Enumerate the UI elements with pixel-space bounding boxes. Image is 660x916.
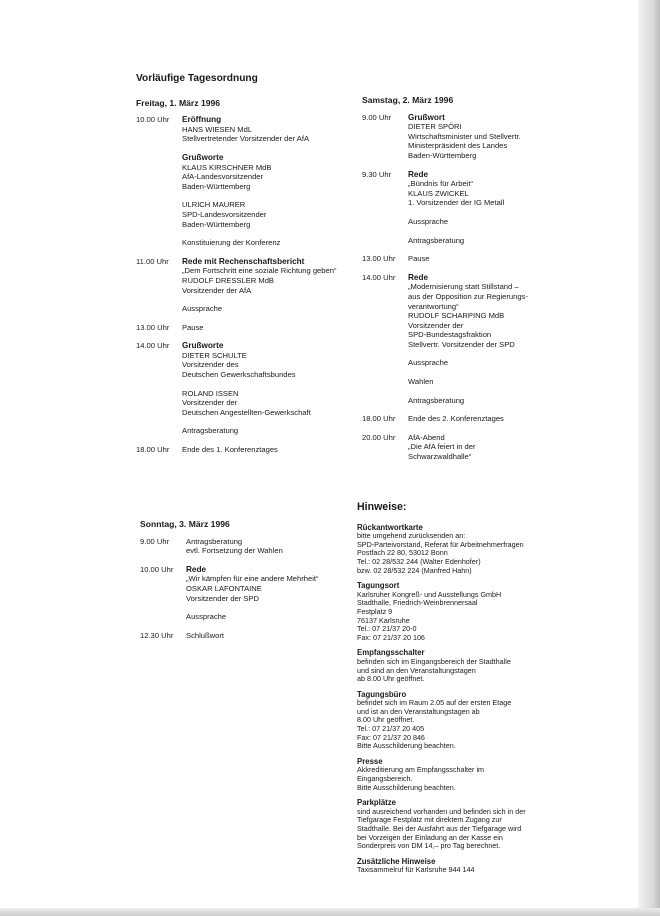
- agenda-entry: [136, 445, 356, 455]
- hinweise-line: Karlsruher Kongreß- und Ausstellungs GmbH: [357, 589, 502, 599]
- entry-line: Ministerpräsident des Landes: [408, 141, 508, 151]
- entry-content: [408, 113, 562, 161]
- hinweise-heading: Tagungsort: [357, 581, 400, 591]
- document-title: Vorläufige Tagesordnung: [136, 73, 258, 84]
- entry-content: [182, 341, 356, 379]
- entry-content: [408, 170, 562, 208]
- entry-line: ULRICH MAURER: [182, 200, 246, 210]
- entry-line: Schwarzwaldhalle“: [408, 452, 472, 462]
- entry-line: SPD-Landesvorsitzender: [182, 209, 267, 219]
- entry-time: 13.00 Uhr: [362, 254, 396, 264]
- entry-time: [140, 612, 186, 622]
- entry-line: KLAUS KIRSCHNER MdB: [182, 162, 272, 172]
- hinweise-line: bei Vorzeigen der Einladung an der Kasse ein: [357, 832, 503, 842]
- entry-line: KLAUS ZWICKEL: [408, 188, 469, 198]
- entry-time: [136, 426, 182, 436]
- hinweise-line: Tiefgarage Festplatz mit direktem Zugang zur: [357, 815, 502, 825]
- entry-line: „Wir kämpfen für eine andere Mehrheit“: [186, 574, 319, 584]
- sunday-schedule: [140, 537, 350, 641]
- entry-time: [362, 236, 408, 246]
- entry-content: [182, 153, 356, 191]
- friday-date: Freitag, 1. März 1996: [136, 97, 221, 108]
- hinweise-line: 8.00 Uhr geöffnet.: [357, 715, 415, 725]
- entry-time: [362, 217, 408, 227]
- entry-line: RUDOLF DRESSLER MdB: [182, 275, 274, 285]
- entry-time: [136, 389, 182, 418]
- agenda-entry: [140, 631, 350, 641]
- hinweise-sections: [357, 524, 562, 875]
- agenda-entry: [140, 565, 350, 603]
- entry-content: [408, 433, 562, 462]
- entry-line: AfA-Landesvorsitzender: [182, 172, 264, 182]
- agenda-entry: [136, 115, 356, 144]
- entry-content: [408, 273, 562, 350]
- entry-content: [408, 414, 562, 424]
- entry-line: Antragsberatung: [408, 235, 465, 245]
- entry-time: 11.00 Uhr: [136, 256, 169, 266]
- entry-line: OSKAR LAFONTAINE: [186, 583, 262, 593]
- hinweise-line: Akkreditierung am Empfangsschalter im: [357, 765, 485, 775]
- agenda-entry: [140, 612, 350, 622]
- entry-line: Pause: [408, 254, 430, 264]
- agenda-entry: [136, 200, 356, 229]
- entry-line: „Dem Fortschritt eine soziale Richtung geben“: [182, 266, 337, 276]
- agenda-entry: [136, 341, 356, 379]
- entry-time: 9.30 Uhr: [362, 169, 392, 179]
- entry-line: Baden-Württemberg: [408, 150, 477, 160]
- hinweise-heading: Parkplätze: [357, 798, 397, 808]
- entry-content: [182, 200, 356, 229]
- entry-line: RUDOLF SCHARPING MdB: [408, 311, 505, 321]
- entry-line: Aussprache: [186, 612, 227, 622]
- entry-line: DIETER SPÖRI: [408, 122, 462, 132]
- entry-content: [182, 445, 356, 455]
- entry-heading: Grußworte: [182, 152, 224, 162]
- hinweise-line: Festplatz 9: [357, 606, 393, 616]
- hinweise-heading: Presse: [357, 756, 383, 766]
- hinweise-line: bitte umgehend zurücksenden an:: [357, 531, 466, 541]
- entry-time: [136, 304, 182, 314]
- hinweise-line: Bitte Ausschilderung beachten.: [357, 741, 456, 751]
- hinweise-line: Stadthalle, Friedrich-Weinbrennersaal: [357, 598, 478, 608]
- agenda-entry: [362, 254, 562, 264]
- entry-line: Deutschen Angestellten-Gewerkschaft: [182, 407, 311, 417]
- entry-line: Stellvertr. Vorsitzender der SPD: [408, 339, 515, 349]
- entry-line: evtl. Fortsetzung der Wahlen: [186, 546, 283, 556]
- entry-content: [182, 115, 356, 144]
- entry-line: Schlußwort: [186, 630, 224, 640]
- entry-line: Ende des 2. Konferenztages: [408, 414, 504, 424]
- entry-line: AfA-Abend: [408, 432, 445, 442]
- entry-line: Aussprache: [408, 216, 449, 226]
- entry-line: „Die AfA feiert in der: [408, 442, 476, 452]
- scan-edge-right: [638, 0, 660, 916]
- hinweise-line: und ist an den Veranstaltungstagen ab: [357, 706, 480, 716]
- entry-content: [186, 565, 350, 603]
- sunday-date: Sonntag, 3. März 1996: [140, 519, 230, 529]
- agenda-entry: [140, 537, 350, 556]
- agenda-entry: [362, 414, 562, 424]
- agenda-entry: [136, 153, 356, 191]
- entry-line: HANS WIESEN MdL: [182, 124, 253, 134]
- entry-time: 14.00 Uhr: [136, 341, 170, 351]
- entry-heading: Rede mit Rechenschaftsbericht: [182, 256, 305, 266]
- agenda-entry: [362, 377, 562, 387]
- sunday-column: [140, 520, 350, 640]
- entry-line: Vorsitzender der AfA: [182, 285, 252, 295]
- entry-line: Ende des 1. Konferenztages: [182, 445, 278, 455]
- agenda-entry: [136, 257, 356, 295]
- entry-line: Konstituierung der Konferenz: [182, 238, 281, 248]
- entry-line: 1. Vorsitzender der IG Metall: [408, 198, 505, 208]
- scan-edge-bottom: [0, 908, 660, 916]
- agenda-entry: [362, 433, 562, 462]
- entry-content: [408, 217, 562, 227]
- hinweise-line: Eingangsbereich.: [357, 774, 413, 784]
- entry-heading: Rede: [408, 272, 429, 282]
- entry-content: [186, 631, 350, 641]
- entry-heading: Grußworte: [182, 341, 224, 351]
- hinweise-line: Stadthalle. Bei der Ausfahrt aus der Tiefgarage wird: [357, 824, 522, 833]
- entry-content: [408, 358, 562, 368]
- entry-line: Baden-Württemberg: [182, 181, 251, 191]
- entry-line: Vorsitzender der: [182, 398, 238, 408]
- entry-line: Antragsberatung: [186, 536, 243, 546]
- friday-schedule: [136, 115, 356, 454]
- agenda-entry: [362, 170, 562, 208]
- entry-content: [408, 377, 562, 387]
- entry-line: Aussprache: [182, 304, 223, 314]
- agenda-entry: [136, 238, 356, 248]
- agenda-entry: [362, 273, 562, 350]
- hinweise-line: SPD-Parteivorstand, Referat für Arbeitnehmerfragen: [357, 539, 524, 549]
- saturday-date: Samstag, 2. März 1996: [362, 95, 454, 105]
- entry-line: Baden-Württemberg: [182, 219, 251, 229]
- entry-content: [182, 389, 356, 418]
- saturday-schedule: [362, 113, 562, 462]
- hinweise-line: Sonderpreis von DM 14,– pro Tag berechnet.: [357, 841, 501, 851]
- entry-line: Deutschen Gewerkschaftsbundes: [182, 370, 296, 380]
- entry-line: Vorsitzender der SPD: [186, 593, 260, 603]
- entry-time: 9.00 Uhr: [140, 536, 170, 546]
- entry-line: Antragsberatung: [182, 426, 239, 436]
- hinweise-line: Postfach 22 80, 53012 Bonn: [357, 548, 448, 558]
- hinweise-section: [357, 858, 562, 875]
- hinweise-heading: Empfangsschalter: [357, 648, 425, 658]
- hinweise-line: bzw. 02 28/532 224 (Manfred Hahn): [357, 565, 472, 575]
- saturday-column: [362, 96, 562, 462]
- entry-line: Antragsberatung: [408, 395, 465, 405]
- hinweise-line: Tel.: 07 21/37 20 405: [357, 724, 425, 734]
- entry-time: 10.00 Uhr: [136, 115, 170, 125]
- entry-line: aus der Opposition zur Regierungs-: [408, 291, 528, 301]
- agenda-entry: [362, 358, 562, 368]
- entry-line: „Bündnis für Arbeit“: [408, 179, 473, 189]
- agenda-entry: [136, 323, 356, 333]
- hinweise-section: [357, 758, 562, 792]
- entry-content: [182, 238, 356, 248]
- entry-time: [362, 358, 408, 368]
- hinweise-line: Taxisammelruf für Karlsruhe 944 144: [357, 865, 475, 875]
- hinweise-line: sind ausreichend vorhanden und befinden sich in der: [357, 806, 526, 816]
- entry-line: DIETER SCHULTE: [182, 350, 247, 360]
- entry-line: Aussprache: [408, 358, 449, 368]
- entry-time: 14.00 Uhr: [362, 272, 396, 282]
- agenda-entry: [136, 426, 356, 436]
- entry-line: Wahlen: [408, 377, 434, 387]
- entry-line: Vorsitzender der: [408, 320, 464, 330]
- agenda-entry: [362, 113, 562, 161]
- agenda-entry: [136, 304, 356, 314]
- entry-heading: Rede: [186, 564, 207, 574]
- entry-time: 18.00 Uhr: [362, 414, 396, 424]
- hinweise-line: 76137 Karlsruhe: [357, 615, 410, 625]
- entry-line: Wirtschaftsminister und Stellvertr.: [408, 131, 521, 141]
- entry-time: 18.00 Uhr: [136, 445, 170, 455]
- hinweise-heading: Rückantwortkarte: [357, 522, 423, 532]
- entry-line: Vorsitzender des: [182, 360, 239, 370]
- hinweise-column: [357, 503, 562, 882]
- hinweise-heading: Tagungsbüro: [357, 689, 407, 699]
- hinweise-line: Tel.: 02 28/532 244 (Walter Edenhofer): [357, 556, 481, 566]
- entry-content: [408, 254, 562, 264]
- entry-line: „Modernisierung statt Stillstand –: [408, 282, 519, 292]
- hinweise-section: [357, 649, 562, 683]
- entry-heading: Eröffnung: [182, 115, 222, 125]
- agenda-entry: [362, 396, 562, 406]
- entry-content: [186, 537, 350, 556]
- entry-content: [186, 612, 350, 622]
- hinweise-line: und sind an den Veranstaltungstagen: [357, 665, 476, 675]
- hinweise-section: [357, 524, 562, 576]
- entry-time: [362, 377, 408, 387]
- entry-time: [136, 238, 182, 248]
- entry-time: 13.00 Uhr: [136, 322, 170, 332]
- hinweise-line: Tel.: 07 21/37 20-0: [357, 624, 417, 634]
- agenda-entry: [362, 236, 562, 246]
- entry-time: 12.30 Uhr: [140, 630, 174, 640]
- entry-time: [136, 153, 182, 191]
- entry-line: Pause: [182, 322, 204, 332]
- entry-content: [408, 236, 562, 246]
- hinweise-section: [357, 799, 562, 851]
- hinweise-section: [357, 582, 562, 642]
- hinweise-line: Fax: 07 21/37 20 106: [357, 632, 425, 642]
- hinweise-line: Fax: 07 21/37 20 846: [357, 732, 425, 742]
- entry-time: [362, 396, 408, 406]
- hinweise-heading: Zusätzliche Hinweise: [357, 856, 436, 866]
- hinweise-title: Hinweise:: [357, 501, 407, 513]
- entry-content: [182, 304, 356, 314]
- entry-line: ROLAND ISSEN: [182, 388, 239, 398]
- entry-content: [182, 426, 356, 436]
- entry-time: 10.00 Uhr: [140, 564, 174, 574]
- agenda-entry: [362, 217, 562, 227]
- entry-heading: Rede: [408, 169, 429, 179]
- entry-content: [182, 257, 356, 295]
- entry-line: SPD-Bundestagsfraktion: [408, 330, 492, 340]
- entry-line: verantwortung“: [408, 301, 459, 311]
- agenda-entry: [136, 389, 356, 418]
- entry-content: [182, 323, 356, 333]
- entry-time: [136, 200, 182, 229]
- entry-time: 20.00 Uhr: [362, 432, 396, 442]
- hinweise-section: [357, 691, 562, 751]
- friday-column: [136, 74, 356, 455]
- hinweise-line: ab 8.00 Uhr geöffnet.: [357, 674, 425, 684]
- entry-time: 9.00 Uhr: [362, 112, 392, 122]
- entry-line: Stellvertretender Vorsitzender der AfA: [182, 134, 310, 144]
- entry-content: [408, 396, 562, 406]
- hinweise-line: befindet sich im Raum 2.05 auf der ersten Etage: [357, 698, 512, 708]
- hinweise-line: Bitte Ausschilderung beachten.: [357, 782, 456, 792]
- hinweise-line: befinden sich im Eingangsbereich der Stadthalle: [357, 656, 511, 666]
- entry-heading: Grußwort: [408, 112, 445, 122]
